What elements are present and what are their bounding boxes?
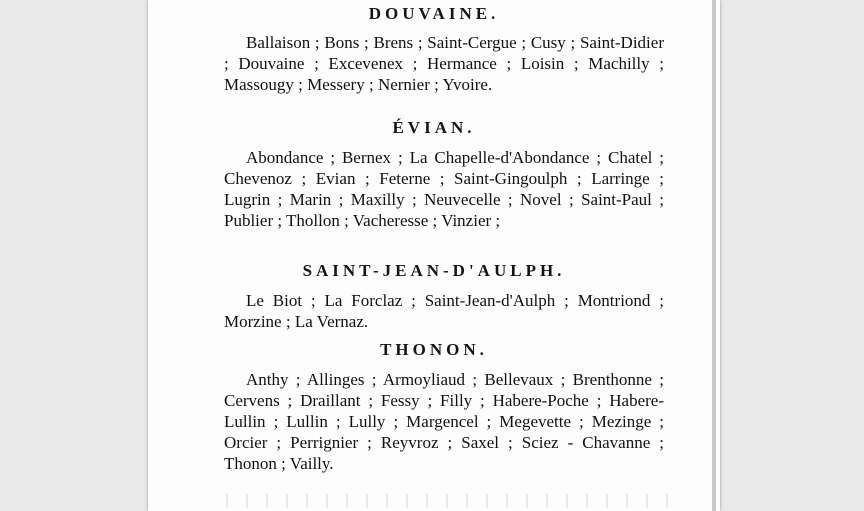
section-text-thonon: Anthy ; Allinges ; Armoyliaud ; Bellevaux ; Brenthonne ; Cervens ; Draillant ; Fessy ; Filly ; Habere-Poche ; Habere-Lullin ; Lullin ; Lully ; Margencel ; Megevette ; Mezinge ; Orcier ; Perrignier ; Reyvroz ; Saxel ; Sciez - Chavanne ; Thonon ; Vailly. — [224, 370, 664, 473]
section-heading-saint-jean-d-aulph: SAINT-JEAN-D'AULPH. — [302, 261, 566, 280]
section-text-saint-jean-d-aulph: Le Biot ; La Forclaz ; Saint-Jean-d'Aulph ; Montriond ; Morzine ; La Vernaz. — [224, 291, 664, 331]
document-page — [148, 0, 720, 511]
page-smudge — [208, 494, 668, 508]
section-text-douvaine: Ballaison ; Bons ; Brens ; Saint-Cergue ; Cusy ; Saint-Didier ; Douvaine ; Excevenex ; Hermance ; Loisin ; Machilly ; Massougy ; Messery ; Nernier ; Yvoire. — [224, 33, 664, 94]
page-edge — [712, 0, 716, 511]
section-heading-thonon: THONON. — [380, 340, 488, 359]
section-text-evian: Abondance ; Bernex ; La Chapelle-d'Abondance ; Chatel ; Chevenoz ; Evian ; Feterne ; Saint-Gingoulph ; Larringe ; Lugrin ; Marin ; Maxilly ; Neuvecelle ; Novel ; Saint-Paul ; Publier ; Thollon ; Vacheresse ; Vinzier ; — [224, 148, 664, 230]
section-heading-evian: ÉVIAN. — [392, 118, 476, 137]
section-heading-douvaine: DOUVAINE. — [368, 4, 500, 23]
